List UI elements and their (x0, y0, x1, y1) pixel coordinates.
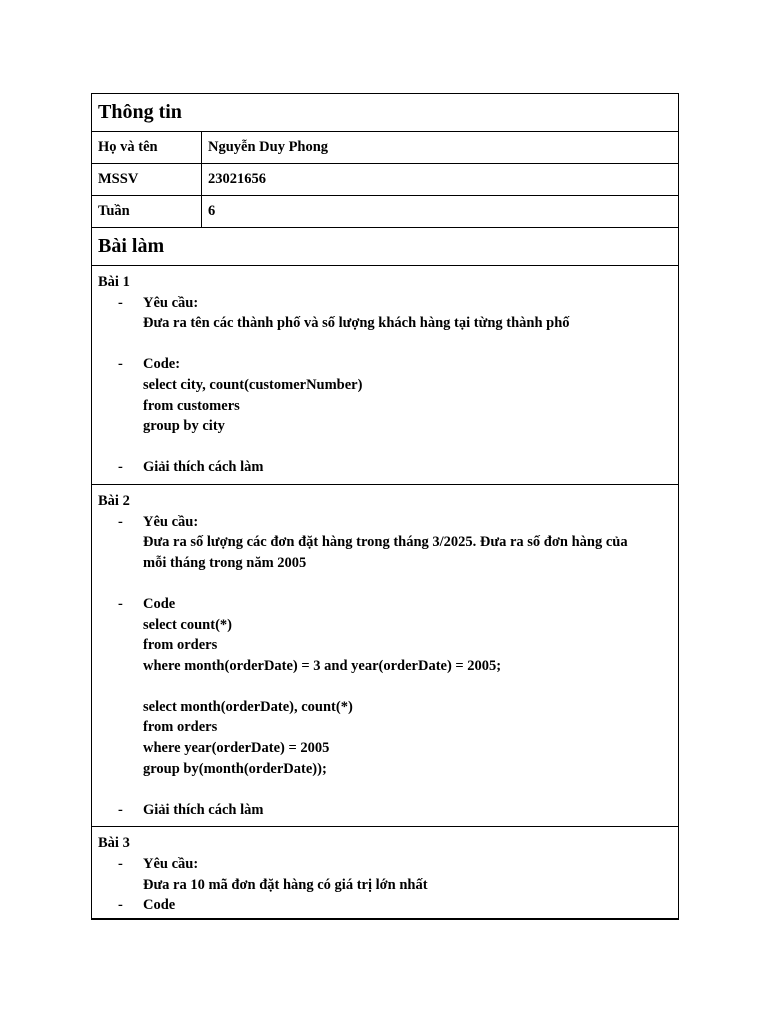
bullet-dash: - (118, 513, 123, 530)
requirement-item (98, 854, 672, 895)
bullet-dash: - (118, 801, 123, 818)
exercise-title: Bài 2 (98, 492, 130, 509)
info-value: 6 (202, 196, 679, 228)
bullet-dash: - (118, 856, 123, 873)
exercise-2 (92, 484, 679, 827)
code-item (98, 354, 672, 436)
info-label: MSSV (92, 164, 202, 196)
info-row-mssv (92, 164, 679, 196)
exercise-title: Bài 1 (98, 274, 130, 290)
requirement-label: Yêu cầu: (143, 856, 199, 873)
bullet-dash: - (118, 595, 123, 612)
code-line: from orders (143, 719, 218, 736)
code-line: select month(orderDate), count(*) (143, 698, 353, 715)
info-label: Tuần (92, 196, 202, 228)
code-line: group by city (143, 418, 225, 435)
bullet-dash: - (118, 356, 123, 373)
requirement-text: Đưa ra số lượng các đơn đặt hàng trong tháng 3/2025. Đưa ra số đơn hàng của (143, 534, 628, 551)
explain-item (98, 800, 672, 821)
code-line: where year(orderDate) = 2005 (143, 740, 330, 757)
code-line: select count(*) (143, 616, 232, 633)
requirement-label: Yêu cầu: (143, 294, 199, 311)
info-row-name (92, 132, 679, 164)
bullet-dash: - (118, 897, 123, 914)
info-value: Nguyễn Duy Phong (202, 132, 679, 164)
info-value: 23021656 (202, 164, 679, 196)
explain-label: Giải thích cách làm (143, 459, 264, 476)
bullet-dash: - (118, 459, 123, 476)
code-label: Code: (143, 356, 181, 373)
code-line: from orders (143, 637, 218, 654)
code-line: group by(month(orderDate)); (143, 760, 327, 777)
requirement-item (98, 512, 672, 574)
work-section-title: Bài làm (92, 228, 679, 266)
requirement-item (98, 293, 672, 334)
requirement-text: Đưa ra tên các thành phố và số lượng khách hàng tại từng thành phố (143, 315, 570, 332)
info-section-title: Thông tin (92, 94, 679, 132)
info-row-week (92, 196, 679, 228)
explain-label: Giải thích cách làm (143, 801, 264, 818)
exercise-1 (92, 266, 679, 485)
requirement-text: Đưa ra 10 mã đơn đặt hàng có giá trị lớn nhất (143, 876, 428, 893)
bullet-dash: - (118, 294, 123, 311)
exercise-title: Bài 3 (98, 835, 130, 852)
requirement-label: Yêu cầu: (143, 513, 199, 530)
code-line: where month(orderDate) = 3 and year(orderDate) = 2005; (143, 657, 502, 674)
exercise-3 (92, 827, 679, 919)
code-label: Code (143, 595, 176, 612)
document-table (91, 93, 679, 920)
info-label: Họ và tên (92, 132, 202, 164)
explain-item (98, 457, 672, 478)
code-item (98, 895, 672, 916)
code-item (98, 594, 672, 779)
code-label: Code (143, 897, 176, 914)
requirement-text: mỗi tháng trong năm 2005 (143, 554, 307, 571)
code-line: select city, count(customerNumber) (143, 376, 363, 393)
code-line: from customers (143, 397, 240, 414)
